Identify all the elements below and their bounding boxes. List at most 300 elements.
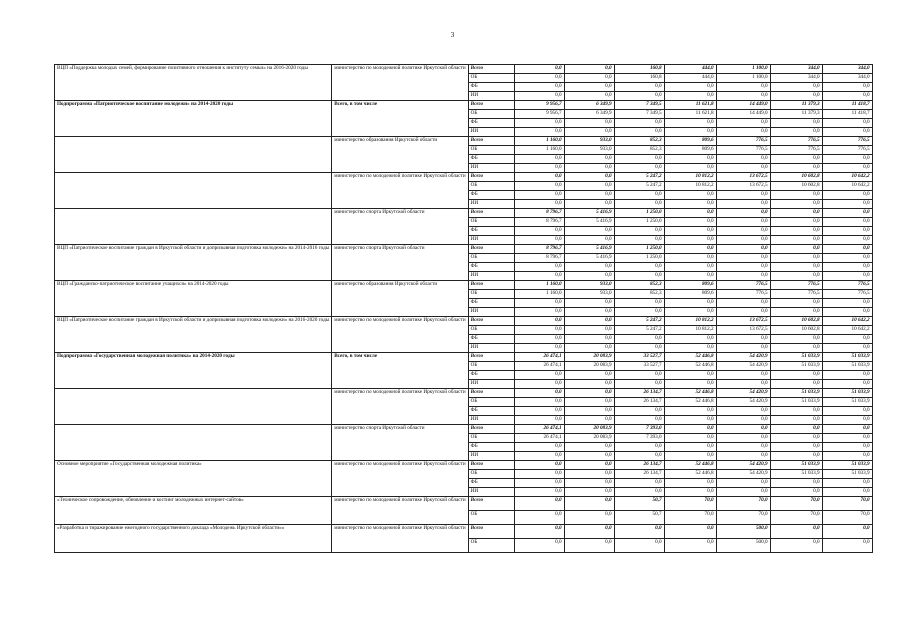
- amount-cell: 10 812,2: [664, 173, 716, 182]
- amount-cell: 1 100,0: [716, 65, 770, 74]
- amount-cell: 0,0: [614, 263, 664, 272]
- amount-cell: 0,0: [664, 236, 716, 245]
- amount-cell: 0,0: [514, 119, 564, 128]
- amount-cell: 0,0: [664, 209, 716, 218]
- amount-cell: 0,0: [564, 380, 614, 389]
- amount-cell: 0,0: [564, 155, 614, 164]
- amount-cell: 70,0: [822, 497, 872, 511]
- amount-cell: 0,0: [716, 488, 770, 497]
- amount-cell: 0,0: [564, 65, 614, 74]
- amount-cell: 776,5: [716, 281, 770, 290]
- amount-cell: 809,6: [664, 146, 716, 155]
- amount-cell: 0,0: [822, 371, 872, 380]
- amount-cell: 0,0: [514, 416, 564, 425]
- amount-cell: 0,0: [664, 416, 716, 425]
- amount-cell: 444,0: [664, 74, 716, 83]
- amount-cell: 0,0: [614, 344, 664, 353]
- amount-cell: 0,0: [564, 227, 614, 236]
- amount-cell: 0,0: [514, 191, 564, 200]
- executor-cell: министерство спорта Иркутской области: [332, 209, 468, 245]
- amount-cell: 0,0: [822, 308, 872, 317]
- amount-cell: 0,0: [614, 335, 664, 344]
- amount-cell: 7 349,5: [614, 101, 664, 110]
- amount-cell: 0,0: [514, 173, 564, 182]
- amount-cell: 0,0: [822, 452, 872, 461]
- funding-source-cell: ОБ: [468, 110, 514, 119]
- amount-cell: 0,0: [770, 488, 822, 497]
- amount-cell: 0,0: [664, 452, 716, 461]
- amount-cell: 8 796,7: [514, 245, 564, 254]
- amount-cell: 0,0: [770, 344, 822, 353]
- amount-cell: 0,0: [716, 407, 770, 416]
- funding-source-cell: ОБ: [468, 434, 514, 443]
- amount-cell: 0,0: [514, 74, 564, 83]
- amount-cell: 0,0: [770, 263, 822, 272]
- amount-cell: 0,0: [770, 407, 822, 416]
- executor-cell: министерство образования Иркутской области: [332, 137, 468, 173]
- amount-cell: 776,5: [716, 137, 770, 146]
- funding-source-cell: ОБ: [468, 511, 514, 525]
- amount-cell: 51 033,9: [822, 470, 872, 479]
- funding-source-cell: Всего: [468, 209, 514, 218]
- amount-cell: 0,0: [564, 83, 614, 92]
- amount-cell: 0,0: [514, 407, 564, 416]
- amount-cell: 70,0: [770, 497, 822, 511]
- amount-cell: 0,0: [716, 479, 770, 488]
- funding-source-cell: ОБ: [468, 254, 514, 263]
- amount-cell: 0,0: [664, 245, 716, 254]
- amount-cell: 809,6: [664, 137, 716, 146]
- funding-source-cell: ИИ: [468, 488, 514, 497]
- amount-cell: 0,0: [822, 525, 872, 539]
- amount-cell: 51 033,9: [822, 362, 872, 371]
- amount-cell: 1 250,0: [614, 209, 664, 218]
- funding-source-cell: Всего: [468, 101, 514, 110]
- table-row: [55, 497, 873, 511]
- funding-source-cell: ОБ: [468, 398, 514, 407]
- amount-cell: 0,0: [614, 488, 664, 497]
- amount-cell: 0,0: [514, 164, 564, 173]
- amount-cell: 0,0: [514, 470, 564, 479]
- amount-cell: 14 449,0: [716, 101, 770, 110]
- executor-cell: министерство по молодежной политике Иркутской области: [332, 525, 468, 553]
- amount-cell: 0,0: [716, 272, 770, 281]
- amount-cell: 0,0: [514, 525, 564, 539]
- amount-cell: 0,0: [614, 525, 664, 539]
- amount-cell: 0,0: [614, 452, 664, 461]
- amount-cell: 51 033,9: [770, 398, 822, 407]
- program-name-cell: [55, 209, 332, 245]
- amount-cell: 5 247,2: [614, 326, 664, 335]
- amount-cell: 0,0: [564, 461, 614, 470]
- funding-source-cell: ФБ: [468, 119, 514, 128]
- funding-source-cell: ФБ: [468, 335, 514, 344]
- amount-cell: 10 812,2: [664, 317, 716, 326]
- funding-source-cell: Всего: [468, 353, 514, 362]
- amount-cell: 26 474,1: [514, 353, 564, 362]
- amount-cell: 0,0: [514, 398, 564, 407]
- amount-cell: 0,0: [614, 92, 664, 101]
- funding-source-cell: ОБ: [468, 182, 514, 191]
- amount-cell: 0,0: [822, 344, 872, 353]
- amount-cell: 0,0: [716, 425, 770, 434]
- amount-cell: 10 642,2: [822, 182, 872, 191]
- amount-cell: 0,0: [514, 272, 564, 281]
- amount-cell: 776,5: [822, 146, 872, 155]
- amount-cell: 0,0: [716, 335, 770, 344]
- amount-cell: 776,5: [716, 146, 770, 155]
- amount-cell: 0,0: [822, 200, 872, 209]
- funding-source-cell: ФБ: [468, 407, 514, 416]
- amount-cell: 0,0: [822, 539, 872, 553]
- amount-cell: 26 474,1: [514, 425, 564, 434]
- amount-cell: 50,7: [614, 511, 664, 525]
- funding-source-cell: Всего: [468, 425, 514, 434]
- amount-cell: 0,0: [514, 443, 564, 452]
- amount-cell: 52 446,8: [664, 398, 716, 407]
- amount-cell: 0,0: [564, 272, 614, 281]
- amount-cell: 0,0: [770, 245, 822, 254]
- amount-cell: 0,0: [564, 371, 614, 380]
- amount-cell: 0,0: [770, 155, 822, 164]
- amount-cell: 0,0: [770, 200, 822, 209]
- amount-cell: 0,0: [716, 263, 770, 272]
- amount-cell: 852,3: [614, 290, 664, 299]
- funding-source-cell: ФБ: [468, 191, 514, 200]
- amount-cell: 1 160,0: [514, 137, 564, 146]
- funding-source-cell: Всего: [468, 245, 514, 254]
- amount-cell: 0,0: [664, 92, 716, 101]
- amount-cell: 0,0: [614, 539, 664, 553]
- amount-cell: 13 672,5: [716, 173, 770, 182]
- amount-cell: 0,0: [770, 335, 822, 344]
- executor-cell: министерство по молодежной политике Иркутской области: [332, 65, 468, 101]
- amount-cell: 0,0: [770, 525, 822, 539]
- amount-cell: 0,0: [770, 479, 822, 488]
- amount-cell: 776,5: [770, 137, 822, 146]
- budget-table: [54, 64, 873, 553]
- funding-source-cell: ИИ: [468, 200, 514, 209]
- amount-cell: 0,0: [564, 470, 614, 479]
- amount-cell: 0,0: [664, 344, 716, 353]
- amount-cell: 344,0: [822, 74, 872, 83]
- funding-source-cell: Всего: [468, 317, 514, 326]
- amount-cell: 0,0: [514, 83, 564, 92]
- amount-cell: 1 160,0: [514, 281, 564, 290]
- amount-cell: 0,0: [564, 173, 614, 182]
- amount-cell: 0,0: [770, 83, 822, 92]
- amount-cell: 852,3: [614, 146, 664, 155]
- amount-cell: 160,8: [614, 74, 664, 83]
- amount-cell: 52 446,8: [664, 461, 716, 470]
- amount-cell: 0,0: [716, 308, 770, 317]
- amount-cell: 809,6: [664, 281, 716, 290]
- amount-cell: 0,0: [514, 380, 564, 389]
- amount-cell: 0,0: [716, 380, 770, 389]
- amount-cell: 51 033,9: [822, 353, 872, 362]
- funding-source-cell: ФБ: [468, 83, 514, 92]
- amount-cell: 0,0: [564, 335, 614, 344]
- amount-cell: 0,0: [614, 380, 664, 389]
- table-row: [55, 65, 873, 74]
- amount-cell: 0,0: [770, 191, 822, 200]
- amount-cell: 776,5: [770, 281, 822, 290]
- executor-cell: министерство по молодежной политике Иркутской области: [332, 389, 468, 425]
- amount-cell: 0,0: [514, 182, 564, 191]
- amount-cell: 8 796,7: [514, 254, 564, 263]
- amount-cell: 51 033,9: [822, 461, 872, 470]
- amount-cell: 0,0: [664, 191, 716, 200]
- amount-cell: 0,0: [664, 425, 716, 434]
- table-row: [55, 245, 873, 254]
- amount-cell: 0,0: [716, 155, 770, 164]
- amount-cell: 0,0: [822, 335, 872, 344]
- amount-cell: 51 033,9: [770, 362, 822, 371]
- amount-cell: 0,0: [664, 488, 716, 497]
- amount-cell: 0,0: [822, 209, 872, 218]
- amount-cell: 0,0: [564, 299, 614, 308]
- amount-cell: 0,0: [822, 425, 872, 434]
- amount-cell: 0,0: [770, 128, 822, 137]
- funding-source-cell: Всего: [468, 137, 514, 146]
- funding-source-cell: ОБ: [468, 362, 514, 371]
- funding-source-cell: ИИ: [468, 236, 514, 245]
- amount-cell: 0,0: [564, 128, 614, 137]
- amount-cell: 444,0: [664, 65, 716, 74]
- table-row: [55, 525, 873, 539]
- amount-cell: 0,0: [514, 389, 564, 398]
- amount-cell: 0,0: [716, 434, 770, 443]
- amount-cell: 0,0: [514, 479, 564, 488]
- amount-cell: 51 033,9: [770, 470, 822, 479]
- amount-cell: 7 393,0: [614, 434, 664, 443]
- amount-cell: 0,0: [770, 380, 822, 389]
- amount-cell: 11 621,8: [664, 110, 716, 119]
- amount-cell: 933,0: [564, 137, 614, 146]
- amount-cell: 0,0: [614, 155, 664, 164]
- table-row: [55, 317, 873, 326]
- funding-source-cell: Всего: [468, 525, 514, 539]
- amount-cell: 0,0: [716, 371, 770, 380]
- amount-cell: 0,0: [770, 539, 822, 553]
- amount-cell: 0,0: [614, 83, 664, 92]
- amount-cell: 0,0: [564, 164, 614, 173]
- amount-cell: 1 100,0: [716, 74, 770, 83]
- amount-cell: 5 416,9: [564, 209, 614, 218]
- amount-cell: 0,0: [514, 227, 564, 236]
- program-name-cell: [55, 389, 332, 425]
- amount-cell: 54 420,9: [716, 362, 770, 371]
- amount-cell: 11 418,7: [822, 101, 872, 110]
- amount-cell: 11 621,8: [664, 101, 716, 110]
- amount-cell: 0,0: [770, 164, 822, 173]
- program-name-cell: [55, 173, 332, 209]
- amount-cell: 7 349,5: [614, 110, 664, 119]
- amount-cell: 26 134,7: [614, 398, 664, 407]
- amount-cell: 0,0: [664, 434, 716, 443]
- amount-cell: 0,0: [614, 407, 664, 416]
- amount-cell: 10 602,8: [770, 173, 822, 182]
- amount-cell: 0,0: [770, 272, 822, 281]
- amount-cell: 0,0: [822, 155, 872, 164]
- amount-cell: 0,0: [716, 452, 770, 461]
- amount-cell: 54 420,9: [716, 398, 770, 407]
- amount-cell: 776,5: [770, 146, 822, 155]
- amount-cell: 933,0: [564, 290, 614, 299]
- amount-cell: 0,0: [822, 191, 872, 200]
- amount-cell: 0,0: [770, 299, 822, 308]
- amount-cell: 14 449,0: [716, 110, 770, 119]
- program-name-cell: Основное мероприятие «Государственная молодежная политика»: [55, 461, 332, 497]
- amount-cell: 0,0: [514, 128, 564, 137]
- amount-cell: 0,0: [564, 452, 614, 461]
- amount-cell: 0,0: [664, 371, 716, 380]
- amount-cell: 0,0: [564, 119, 614, 128]
- amount-cell: 10 602,8: [770, 317, 822, 326]
- amount-cell: 0,0: [716, 344, 770, 353]
- program-name-cell: ВЦП «Гражданско-патриотическое воспитание учащихся» на 2014-2020 годы: [55, 281, 332, 317]
- funding-source-cell: ОБ: [468, 470, 514, 479]
- amount-cell: 1 250,0: [614, 245, 664, 254]
- amount-cell: 13 672,5: [716, 326, 770, 335]
- funding-source-cell: ФБ: [468, 443, 514, 452]
- table-row: [55, 425, 873, 434]
- amount-cell: 0,0: [514, 299, 564, 308]
- amount-cell: 0,0: [664, 164, 716, 173]
- amount-cell: 0,0: [564, 74, 614, 83]
- amount-cell: 9 956,7: [514, 110, 564, 119]
- amount-cell: 0,0: [564, 497, 614, 511]
- program-name-cell: [55, 425, 332, 461]
- amount-cell: 0,0: [822, 92, 872, 101]
- amount-cell: 0,0: [614, 479, 664, 488]
- amount-cell: 0,0: [770, 254, 822, 263]
- amount-cell: 26 474,1: [514, 362, 564, 371]
- amount-cell: 0,0: [664, 272, 716, 281]
- amount-cell: 70,0: [716, 497, 770, 511]
- amount-cell: 0,0: [664, 128, 716, 137]
- amount-cell: 6 349,9: [564, 101, 614, 110]
- amount-cell: 51 033,9: [822, 389, 872, 398]
- amount-cell: 11 418,7: [822, 110, 872, 119]
- funding-source-cell: Всего: [468, 461, 514, 470]
- amount-cell: 0,0: [664, 119, 716, 128]
- table-row: [55, 101, 873, 110]
- program-name-cell: ВЦП «Патриотическое воспитание граждан в Иркутской области и допризывная подготовка молодежи» на 2016-2020 годы: [55, 317, 332, 353]
- amount-cell: 0,0: [822, 443, 872, 452]
- amount-cell: 0,0: [664, 308, 716, 317]
- funding-source-cell: ФБ: [468, 371, 514, 380]
- amount-cell: 0,0: [664, 227, 716, 236]
- amount-cell: 0,0: [822, 416, 872, 425]
- amount-cell: 52 446,8: [664, 389, 716, 398]
- amount-cell: 852,3: [614, 137, 664, 146]
- amount-cell: 0,0: [664, 155, 716, 164]
- executor-cell: министерство по молодежной политике Иркутской области: [332, 317, 468, 353]
- amount-cell: 0,0: [564, 479, 614, 488]
- amount-cell: 20 083,9: [564, 362, 614, 371]
- amount-cell: 0,0: [822, 488, 872, 497]
- amount-cell: 0,0: [664, 380, 716, 389]
- amount-cell: 70,0: [770, 511, 822, 525]
- amount-cell: 776,5: [770, 290, 822, 299]
- amount-cell: 0,0: [822, 128, 872, 137]
- amount-cell: 0,0: [614, 236, 664, 245]
- amount-cell: 0,0: [770, 434, 822, 443]
- amount-cell: 776,5: [716, 290, 770, 299]
- amount-cell: 10 602,8: [770, 182, 822, 191]
- amount-cell: 54 420,9: [716, 389, 770, 398]
- funding-source-cell: ОБ: [468, 218, 514, 227]
- amount-cell: 5 416,9: [564, 245, 614, 254]
- funding-source-cell: Всего: [468, 281, 514, 290]
- amount-cell: 10 602,8: [770, 326, 822, 335]
- funding-source-cell: ФБ: [468, 299, 514, 308]
- amount-cell: 776,5: [822, 137, 872, 146]
- amount-cell: 0,0: [514, 200, 564, 209]
- amount-cell: 0,0: [822, 245, 872, 254]
- amount-cell: 0,0: [614, 371, 664, 380]
- amount-cell: 0,0: [716, 299, 770, 308]
- amount-cell: 0,0: [564, 525, 614, 539]
- amount-cell: 51 033,9: [770, 461, 822, 470]
- amount-cell: 0,0: [716, 83, 770, 92]
- amount-cell: 0,0: [514, 155, 564, 164]
- amount-cell: 0,0: [822, 218, 872, 227]
- funding-source-cell: ИИ: [468, 308, 514, 317]
- amount-cell: 33 527,7: [614, 362, 664, 371]
- amount-cell: 26 134,7: [614, 470, 664, 479]
- amount-cell: 7 393,0: [614, 425, 664, 434]
- amount-cell: 0,0: [564, 398, 614, 407]
- amount-cell: 0,0: [564, 407, 614, 416]
- amount-cell: 51 033,9: [770, 389, 822, 398]
- amount-cell: 0,0: [614, 164, 664, 173]
- amount-cell: 0,0: [822, 407, 872, 416]
- amount-cell: 0,0: [822, 434, 872, 443]
- amount-cell: 1 250,0: [614, 254, 664, 263]
- funding-source-cell: ИИ: [468, 272, 514, 281]
- amount-cell: 0,0: [664, 299, 716, 308]
- funding-source-cell: Всего: [468, 65, 514, 74]
- amount-cell: 0,0: [514, 497, 564, 511]
- amount-cell: 8 796,7: [514, 209, 564, 218]
- amount-cell: 5 247,2: [614, 182, 664, 191]
- amount-cell: 160,8: [614, 65, 664, 74]
- amount-cell: 0,0: [822, 263, 872, 272]
- funding-source-cell: ОБ: [468, 290, 514, 299]
- amount-cell: 0,0: [716, 164, 770, 173]
- amount-cell: 54 420,9: [716, 470, 770, 479]
- amount-cell: 0,0: [822, 164, 872, 173]
- amount-cell: 0,0: [716, 128, 770, 137]
- table-row: [55, 137, 873, 146]
- amount-cell: 0,0: [564, 326, 614, 335]
- executor-cell: министерство по молодежной политике Иркутской области: [332, 173, 468, 209]
- amount-cell: 52 446,8: [664, 470, 716, 479]
- executor-cell: министерство спорта Иркутской области: [332, 245, 468, 281]
- amount-cell: 0,0: [822, 236, 872, 245]
- amount-cell: 0,0: [716, 191, 770, 200]
- executor-cell: министерство спорта Иркутской области: [332, 425, 468, 461]
- amount-cell: 20 083,9: [564, 425, 614, 434]
- amount-cell: 0,0: [770, 209, 822, 218]
- amount-cell: 0,0: [664, 335, 716, 344]
- amount-cell: 0,0: [514, 488, 564, 497]
- amount-cell: 20 083,9: [564, 434, 614, 443]
- amount-cell: 0,0: [614, 272, 664, 281]
- funding-source-cell: ИИ: [468, 344, 514, 353]
